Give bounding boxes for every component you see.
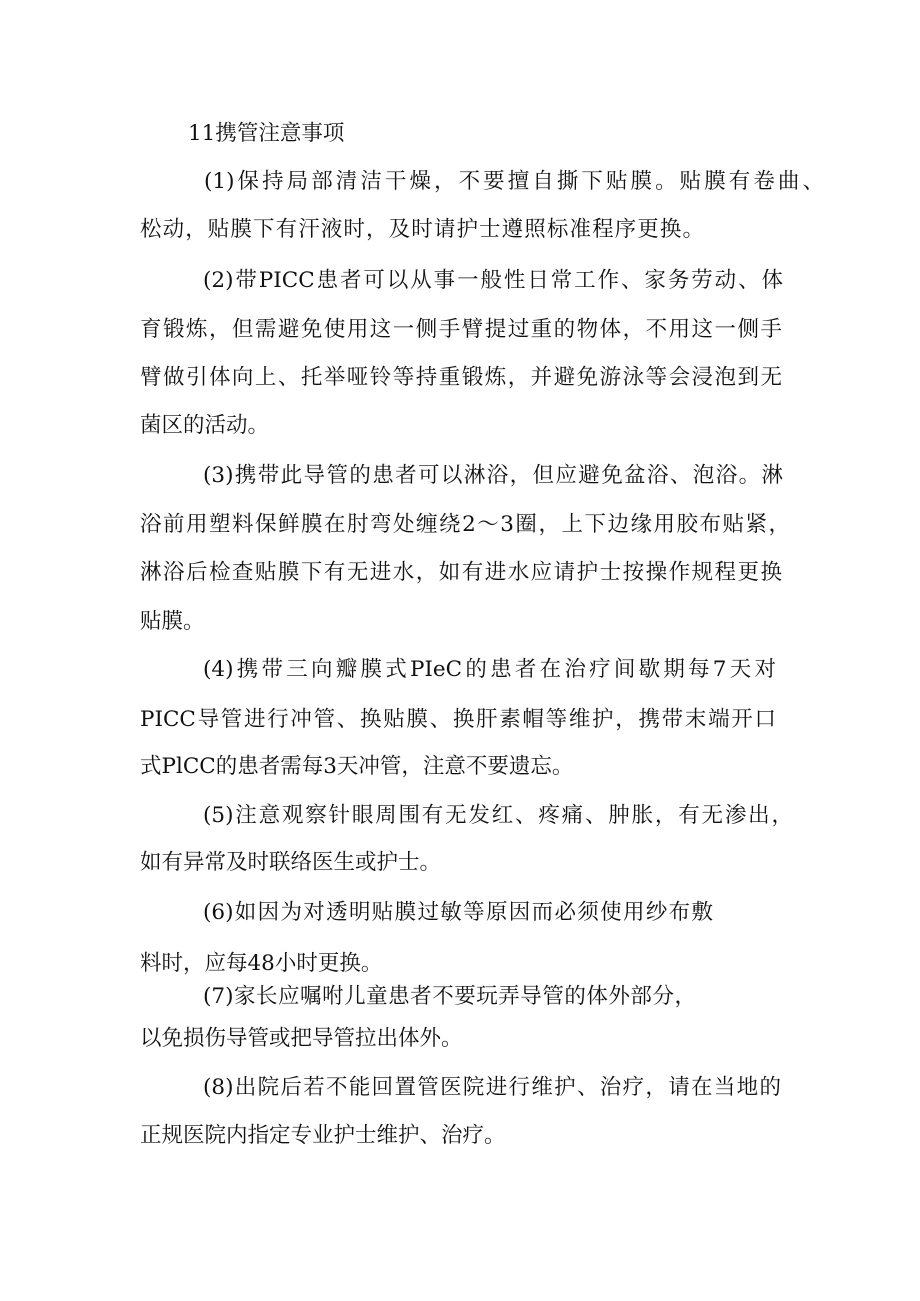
item-2-line-2: 育锻炼，但需避免使用这一侧手臂提过重的物体，不用这一侧手 <box>140 317 782 342</box>
item-6-line-1: (6)如因为对透明贴膜过敏等原因而必须使用纱布敷 <box>203 900 713 925</box>
item-5-line-1: (5)注意观察针眼周围有无发红、疼痛、肿胀，有无渗出， <box>203 803 793 828</box>
item-4-line-2: PICC导管进行冲管、换贴膜、换肝素帽等维护，携带末端开口 <box>140 707 776 732</box>
item-3-line-4: 贴膜。 <box>140 609 205 634</box>
item-3-line-1: (3)携带此导管的患者可以淋浴，但应避免盆浴、泡浴。淋 <box>203 463 783 488</box>
item-7-line-2: 以免损伤导管或把导管拉出体外。 <box>140 1026 463 1051</box>
item-2-line-4: 菌区的活动。 <box>140 413 270 438</box>
item-1-line-1: (1)保持局部清洁干燥，不要擅自撕下贴膜。贴膜有卷曲、 <box>204 169 824 194</box>
item-3-line-3: 淋浴后检查贴膜下有无进水，如有进水应请护士按操作规程更换 <box>140 560 782 585</box>
item-2-line-1: (2)带PICC患者可以从事一般性日常工作、家务劳动、体 <box>203 268 783 293</box>
item-8-line-1: (8)出院后若不能回置管医院进行维护、治疗，请在当地的 <box>203 1075 781 1100</box>
section-heading: 11携管注意事项 <box>188 121 345 146</box>
item-7-line-1: (7)家长应嘱咐儿童患者不要玩弄导管的体外部分， <box>203 984 696 1009</box>
item-6-line-2: 料时，应每48小时更换。 <box>140 951 383 976</box>
item-2-line-3: 臂做引体向上、托举哑铃等持重锻炼，并避免游泳等会浸泡到无 <box>140 365 782 390</box>
item-4-line-1: (4)携带三向瓣膜式PIeC的患者在治疗间歇期每7天对 <box>203 657 776 682</box>
item-3-line-2: 浴前用塑料保鲜膜在肘弯处缠绕2～3圈，上下边缘用胶布贴紧， <box>140 512 790 537</box>
item-4-line-3: 式PlCC的患者需每3天冲管，注意不要遗忘。 <box>140 754 574 779</box>
item-1-line-2: 松动，贴膜下有汗液时，及时请护士遵照标准程序更换。 <box>140 217 704 242</box>
item-5-line-2: 如有异常及时联络医生或护士。 <box>140 850 442 875</box>
item-8-line-2: 正规医院内指定专业护士维护、治疗。 <box>140 1123 506 1148</box>
